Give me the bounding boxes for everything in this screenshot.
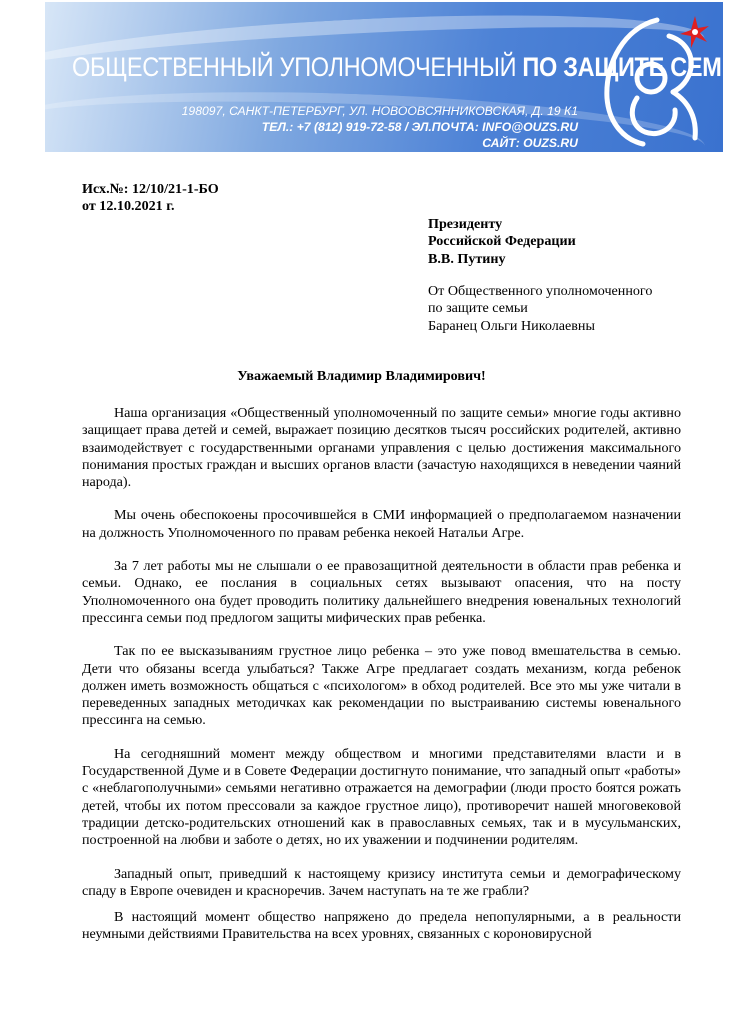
body-paragraph: Западный опыт, приведший к настоящему кризису института семьи и демографическому спаду в Европе очевиден и красноречив. Зачем наступать на те же грабли? bbox=[82, 865, 681, 899]
body-paragraph: Так по ее высказываниям грустное лицо ребенка – это уже повод вмешательства в семью. Дети что обязаны всегда улыбаться? Также Агре предлагает создать механизм, когда ребенок должен иметь возможность общаться с «психологом» в обход родителей. Все это мы уже читали в переведенных западных методичках как рекомендации по выстраиванию системы ювенального прессинга на семью. bbox=[82, 643, 681, 729]
organization-phone-email: ТЕЛ.: +7 (812) 919-72-58 / ЭЛ.ПОЧТА: INFO@OUZS.RU bbox=[261, 120, 578, 134]
letter-greeting: Уважаемый Владимир Владимирович! bbox=[237, 368, 486, 384]
addressee-line: Президенту bbox=[428, 216, 503, 232]
addressee-block bbox=[428, 216, 576, 268]
letterhead-banner bbox=[45, 2, 755, 152]
outgoing-reference bbox=[82, 181, 219, 216]
organization-name-bold: ПО ЗАЩИТЕ СЕМЬИ bbox=[522, 52, 755, 82]
body-paragraph: Наша организация «Общественный уполномоченный по защите семьи» многие годы активно защищает права детей и семей, выражает позицию десятков тысяч российских родителей, активно взаимодействует с государственными органами управления с целью достижения максимального понимания простых граждан и высших органов власти (зачастую находящихся в неведении чаяний народа). bbox=[82, 405, 681, 491]
sender-block bbox=[428, 283, 652, 335]
addressee-line: Российской Федерации bbox=[428, 233, 576, 250]
organization-name-regular: ОБЩЕСТВЕННЫЙ УПОЛНОМОЧЕННЫЙ bbox=[72, 52, 517, 82]
mother-child-logo-icon bbox=[585, 14, 715, 146]
body-paragraph: Мы очень обеспокоены просочившейся в СМИ информацией о предполагаемом назначении на должность Уполномоченного по правам ребенка некоей Натальи Агре. bbox=[82, 507, 681, 541]
organization-address: 198097, САНКТ-ПЕТЕРБУРГ, УЛ. НОВООВСЯННИКОВСКАЯ, Д. 19 К1 bbox=[181, 104, 578, 118]
sender-line: Баранец Ольги Николаевны bbox=[428, 317, 595, 334]
organization-website: САЙТ: OUZS.RU bbox=[482, 136, 578, 150]
body-paragraph: На сегодняшний момент между обществом и многими представителями власти и в Государственной Думе и в Совете Федерации достигнуто понимание, что западный опыт «работы» с «неблагополучными» семьями негативно отражается на демографии (люди просто боятся рожать детей, чтобы их потом прессовали за каждое грустное лицо), противоречит нашей многовековой традиции детско-родительских отношений как в православных семьях, так и в мусульманских, построенной на любви и заботе о детях, но их уважении и подчинении родителям. bbox=[82, 745, 681, 849]
body-paragraph: За 7 лет работы мы не слышали о ее правозащитной деятельности в области прав ребенка и семьи. Однако, ее послания в социальных сетях вызывают опасения, что на посту Уполномоченного она будет проводить политику дальнейшего внедрения ювенальных технологий прессинга семьи под предлогом защиты мифических прав ребенка. bbox=[82, 558, 681, 626]
reference-date: от 12.10.2021 г. bbox=[82, 198, 175, 215]
body-paragraph: В настоящий момент общество напряжено до предела непопулярными, а в реальности неумными действиями Правительства на всех уровнях, связанных с короновирусной bbox=[82, 909, 681, 943]
reference-number: Исх.№: 12/10/21-1-БО bbox=[82, 181, 219, 197]
sender-line: От Общественного уполномоченного bbox=[428, 283, 653, 299]
letter-body bbox=[82, 405, 681, 960]
sender-line: по защите семьи bbox=[428, 300, 528, 317]
addressee-line: В.В. Путину bbox=[428, 250, 506, 267]
